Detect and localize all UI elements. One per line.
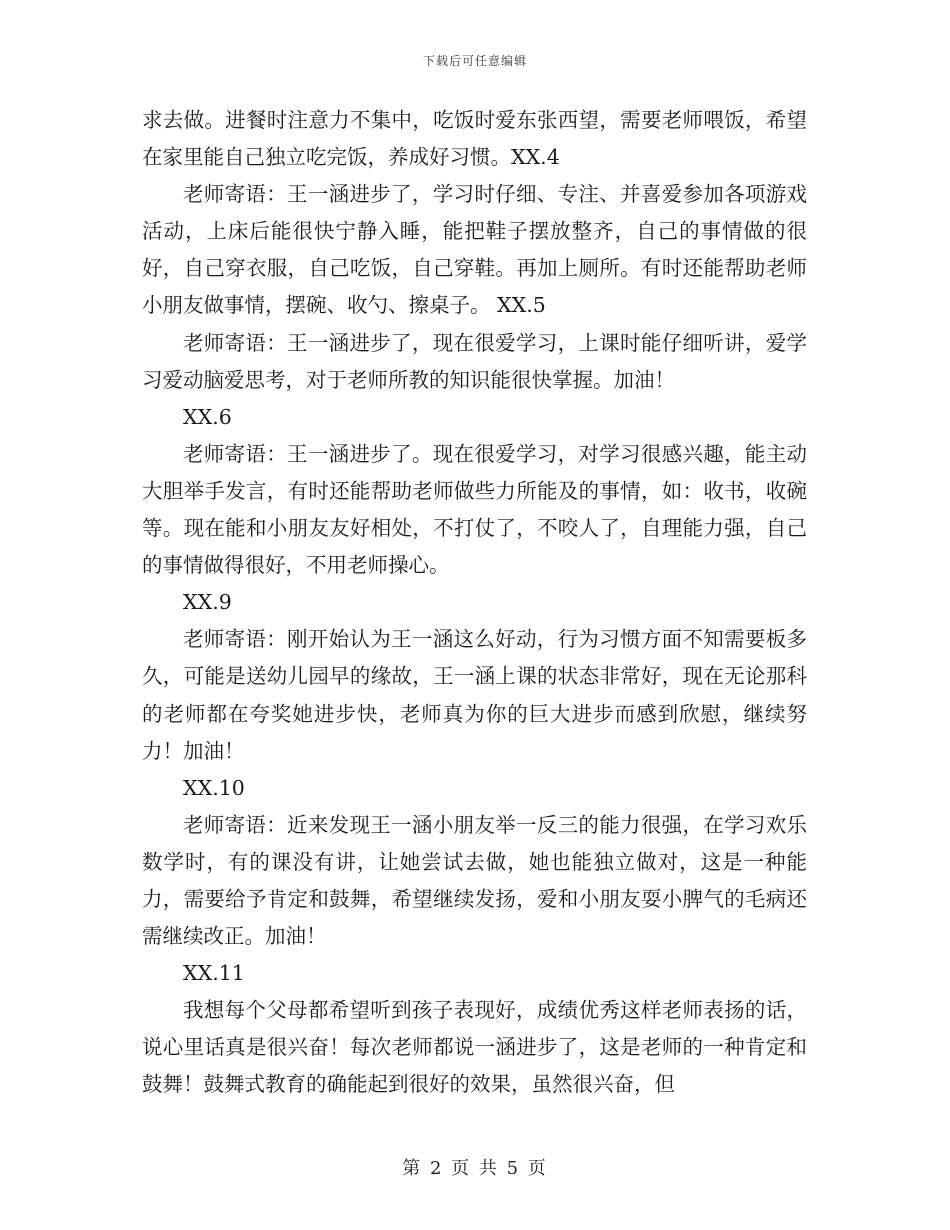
paragraph-parent-reflection: 我想每个父母都希望听到孩子表现好，成绩优秀这样老师表扬的话，说心里话真是很兴奋！每次老师都说一涵进步了，这是老师的一种肯定和鼓舞！鼓舞式教育的确能起到很好的效果，虽然很兴奋，但 — [142, 998, 807, 1097]
paragraph-teacher-note-5: 老师寄语：王一涵进步了，现在很爱学习，上课时能仔细听讲，爱学习爱动脑爱思考，对于老师所教的知识能很快掌握。加油！ — [142, 330, 807, 392]
page-number: 第 2 页 共 5 页 — [402, 1158, 548, 1179]
date-marker-6: XX.6 — [183, 404, 232, 429]
document-body — [142, 102, 807, 1104]
paragraph-teacher-note-4: 老师寄语：王一涵进步了，学习时仔细、专注、并喜爱参加各项游戏活动，上床后能很快宁静入睡，能把鞋子摆放整齐，自己的事情做的很好，自己穿衣服，自己吃饭，自己穿鞋。再加上厕所。有时还能帮助老师小朋友做事情，摆碗、收勺、擦桌子。 XX.5 — [142, 182, 807, 318]
date-marker-10: XX.10 — [183, 775, 245, 800]
page-header-note: 下载后可任意编辑 — [422, 54, 527, 68]
paragraph-continuation: 求去做。进餐时注意力不集中，吃饭时爱东张西望，需要老师喂饭，希望在家里能自己独立吃完饭，养成好习惯。XX.4 — [142, 108, 807, 170]
date-marker-11: XX.11 — [183, 961, 245, 986]
paragraph-teacher-note-6: 老师寄语：王一涵进步了。现在很爱学习，对学习很感兴趣，能主动大胆举手发言，有时还能帮助老师做些力所能及的事情，如：收书，收碗等。现在能和小朋友友好相处，不打仗了，不咬人了，自理能力强，自己的事情做得很好，不用老师操心。 — [142, 441, 807, 578]
paragraph-teacher-note-10: 老师寄语：近来发现王一涵小朋友举一反三的能力很强，在学习欢乐数学时，有的课没有讲，让她尝试去做，她也能独立做对，这是一种能力，需要给予肯定和鼓舞，希望继续发扬，爱和小朋友耍小脾气的毛病还需继续改正。加油！ — [142, 812, 807, 949]
date-marker-9: XX.9 — [183, 590, 232, 615]
paragraph-teacher-note-9: 老师寄语：刚开始认为王一涵这么好动，行为习惯方面不知需要板多久，可能是送幼儿园早的缘故，王一涵上课的状态非常好，现在无论那科的老师都在夸奖她进步快，老师真为你的巨大进步而感到欣慰，继续努力！加油！ — [142, 627, 807, 763]
